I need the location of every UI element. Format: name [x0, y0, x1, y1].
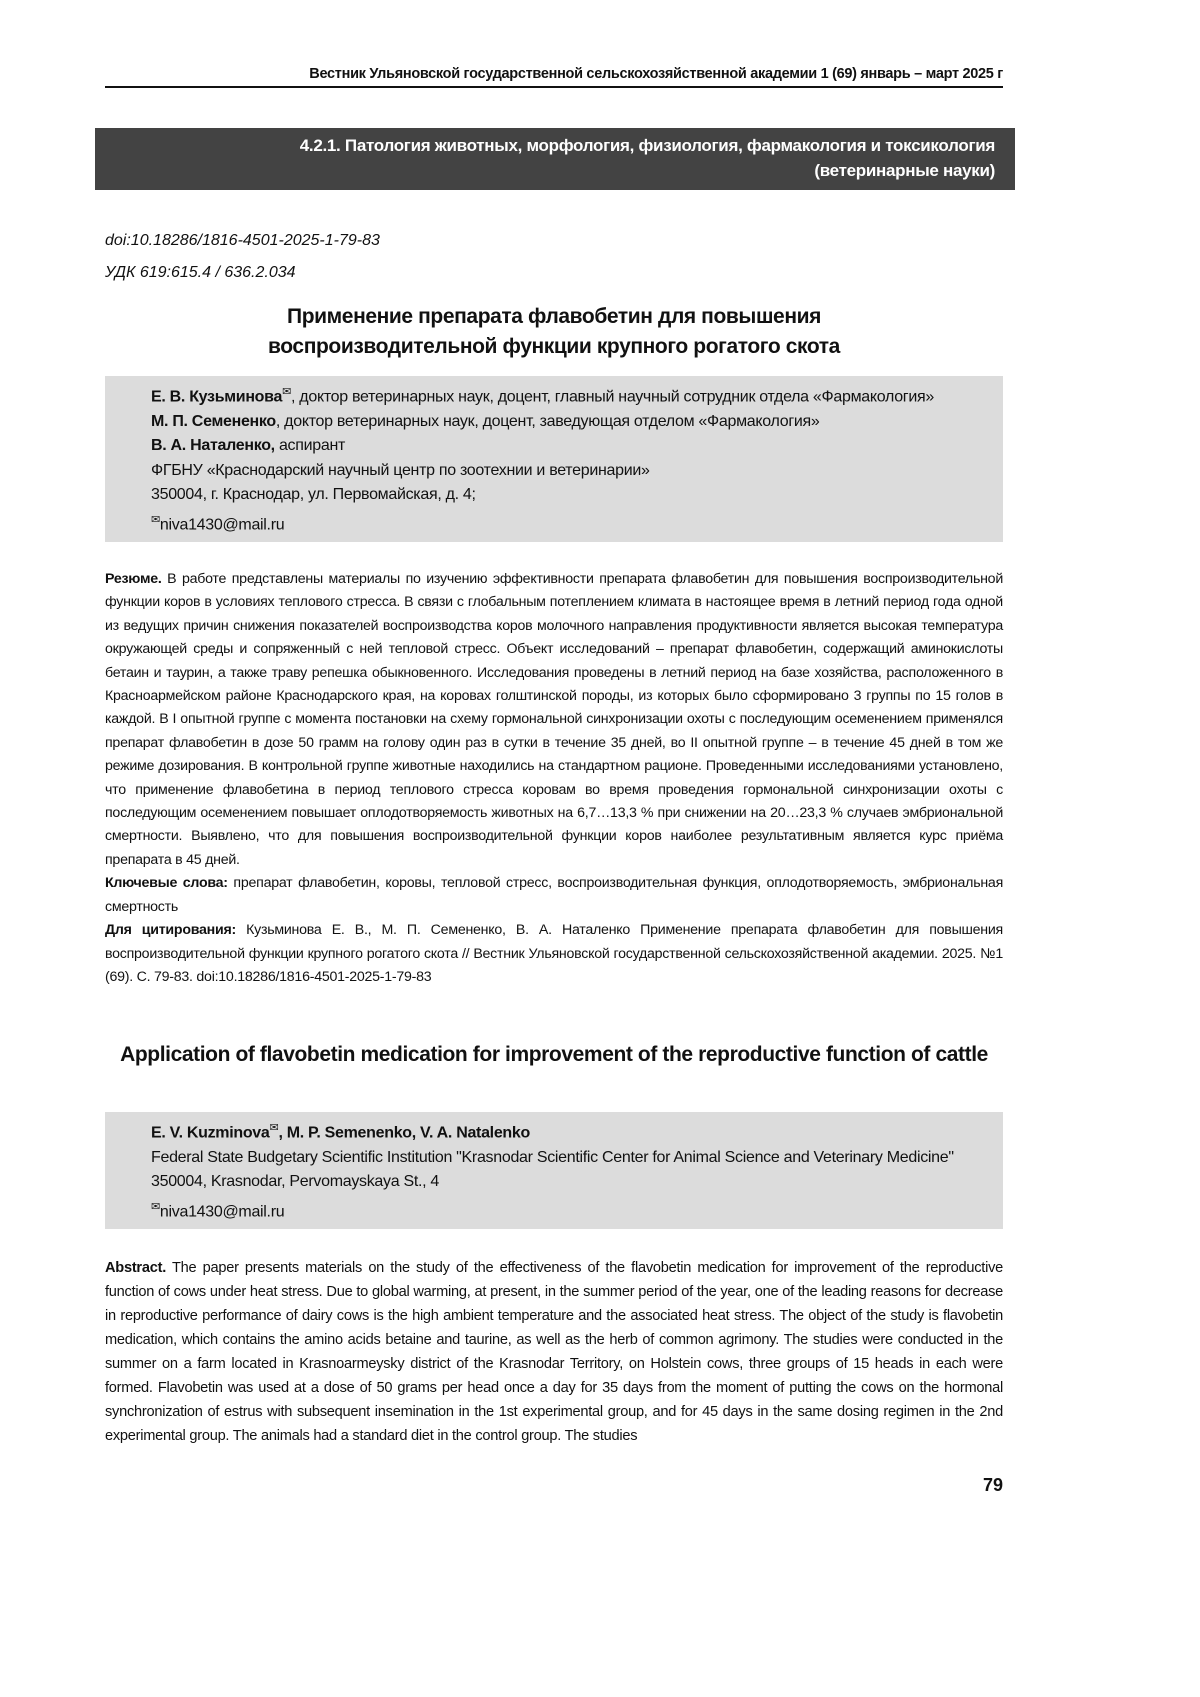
affiliation-ru: ФГБНУ «Краснодарский научный центр по зоотехнии и ветеринарии» [151, 461, 650, 479]
title-ru: Применение препарата флавобетин для повышения воспроизводительной функции крупного рогатого скота [268, 305, 840, 358]
author-2 [109, 410, 999, 435]
abstract-section-en [105, 1256, 1003, 1448]
email-link[interactable]: niva1430@mail.ru [159, 1203, 285, 1221]
envelope-icon: ✉ [282, 386, 292, 398]
author-1 [109, 380, 999, 410]
author-names: , M. P. Semenenko, V. A. Natalenko [278, 1124, 530, 1142]
abstract-label: Abstract. [105, 1260, 167, 1276]
author-name: E. V. Kuzminova [151, 1124, 270, 1142]
email-en [109, 1195, 999, 1225]
author-name: В. А. Наталенко, [151, 437, 275, 455]
author-name: Е. В. Кузьминова [151, 388, 283, 406]
authors-block-en [105, 1112, 1003, 1229]
abstract-text: В работе представлены материалы по изучению эффективности препарата флавобетин для повышения воспроизводительной функции коров в условиях теплового стресса. В связи с глобальным потеплением климата в настоящее время в летний период года одной из ведущих причин снижения показателей воспроизводства коров молочного направления продуктивности является высокая температура окружающей среды и сопряженный с ней тепловой стресс. Объект исследований – препарат флавобетин, содержащий аминокислоты бетаин и таурин, а также траву репешка обыкновенного. Исследования проведены в летний период на базе хозяйства, расположенного в Красноармейском районе Краснодарского края, на коровах голштинской породы, из которых было сформировано 3 группы по 15 голов в каждой. В I опытной группе с момента постановки на схему гормональной синхронизации охоты с последующим осеменением применялся препарат флавобетин в дозе 50 грамм на голову один раз в сутки в течение 35 дней, во II опытной группе – в течение 45 дней в том же режиме дозирования. В контрольной группе животные находились на стандартном рационе. Проведенными исследованиями установлено, что применение флавобетина в период теплового стресса коровам во время проведения гормональной синхронизации охоты с последующим осеменением повышает оплодотворяемость животных на 6,7…13,3 % при снижении на 20…23,3 % случаев эмбриональной смертности. Выявлено, что для повышения воспроизводительной функции коров наиболее результативным является курс приёма препарата в 45 дней. [105, 571, 1003, 868]
address-en: 350004, Krasnodar, Pervomayskaya St., 4 [151, 1173, 440, 1191]
doi: doi:10.18286/1816-4501-2025-1-79-83 [105, 232, 380, 249]
authors-block-ru [105, 376, 1003, 542]
keywords-text: препарат флавобетин, коровы, тепловой стресс, воспроизводительная функция, оплодотворяемость, эмбриональная смертность [105, 875, 1003, 915]
author-info: аспирант [274, 437, 346, 455]
email-ru [109, 508, 999, 538]
section-line-1: 4.2.1. Патология животных, морфология, физиология, фармакология и токсикология [299, 136, 995, 155]
author-3 [109, 434, 999, 459]
envelope-icon: ✉ [269, 1122, 279, 1134]
keywords-ru [105, 872, 1003, 919]
author-info: , доктор ветеринарных наук, доцент, заведующая отделом «Фармакология» [275, 412, 820, 430]
journal-header: Вестник Ульяновской государственной сельскохозяйственной академии 1 (69) январь – март 2025 г [105, 66, 1003, 88]
citation-ru [105, 919, 1003, 989]
udk: УДК 619:615.4 / 636.2.034 [105, 264, 296, 281]
keywords-label: Ключевые слова: [105, 875, 228, 892]
abstract-en [105, 1256, 1003, 1448]
envelope-icon: ✉ [151, 513, 160, 526]
abstract-text: The paper presents materials on the study of the effectiveness of the flavobetin medication for improvement of the reproductive function of cows under heat stress. Due to global warming, at present, in the summer period of the year, one of the leading reasons for decrease in reproductive performance of dairy cows is the high ambient temperature and the associated heat stress. The object of the study is flavobetin medication, which contains the amino acids betaine and taurine, as well as the herb of common agrimony. The studies were conducted in the summer on a farm located in Krasnoarmeysky district of the Krasnodar Territory, on Holstein cows, three groups of 15 heads in each were formed. Flavobetin was used at a dose of 50 grams per head once a day for 35 days from the moment of putting the cows on the hormonal synchronization of estrus with subsequent insemination in the 1st experimental group, and for 45 days in the same dosing regimen in the 2nd experimental group. The animals had a standard diet in the control group. The studies [105, 1260, 1003, 1444]
section-banner [95, 128, 1015, 190]
author-name: М. П. Семененко [151, 412, 276, 430]
authors-en [109, 1116, 999, 1146]
citation-label: Для цитирования: [105, 922, 236, 939]
page-number: 79 [982, 1475, 1003, 1495]
author-info: , доктор ветеринарных наук, доцент, главный научный сотрудник отдела «Фармакология» [291, 388, 934, 406]
abstract-section-ru [105, 568, 1003, 989]
title-en: Application of flavobetin medication for improvement of the reproductive function of cattle [120, 1043, 988, 1066]
abstract-label: Резюме. [105, 571, 162, 587]
citation-text: Кузьминова Е. В., М. П. Семененко, В. А. Наталенко Применение препарата флавобетин для повышения воспроизводительной функции крупного рогатого скота // Вестник Ульяновской государственной сельскохозяйственной академии. 2025. №1 (69). С. 79-83. doi:10.18286/1816-4501-2025-1-79-83 [105, 922, 1003, 985]
affiliation-en: Federal State Budgetary Scientific Institution "Krasnodar Scientific Center for Animal Science and Veterinary Medicine" [151, 1148, 954, 1166]
email-link[interactable]: niva1430@mail.ru [159, 516, 285, 534]
address-ru: 350004, г. Краснодар, ул. Первомайская, д. 4; [151, 486, 476, 504]
envelope-icon: ✉ [151, 1200, 160, 1213]
section-line-2: (ветеринарные науки) [814, 161, 995, 180]
abstract-ru [105, 568, 1003, 872]
